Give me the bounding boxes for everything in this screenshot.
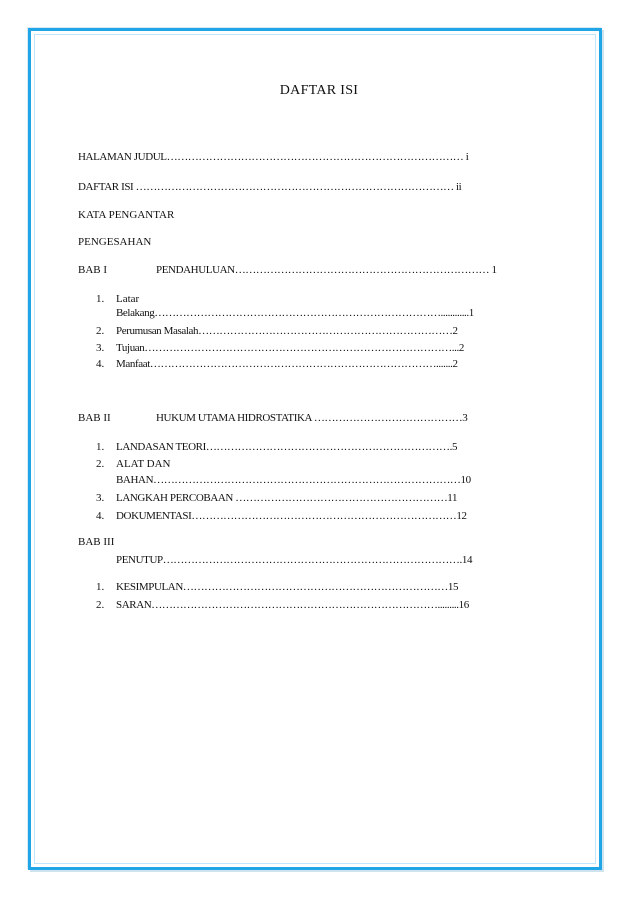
toc-bab2-item: LANDASAN TEORI…………………………………………………………….5 [116,441,458,453]
toc-bab3-label: BAB III [78,536,115,548]
toc-bab1-title: PENDAHULUAN……………………………………………………………… 1 [156,264,497,276]
toc-bab2-item: DOKUMENTASI…………………………………………………………………12 [116,510,467,522]
toc-bab1-item: Manfaat……………………………………………………………………….......2 [116,358,458,370]
toc-bab1-item-num: 2. [96,325,105,337]
toc-bab3-title: PENUTUP………………………………………………………………………….14 [116,554,473,566]
toc-halaman-judul: HALAMAN JUDUL………………………………………………………………………… i [78,151,469,163]
toc-bab2-item-num: 1. [96,441,105,453]
toc-bab1-item-num: 3. [96,342,105,354]
toc-bab3-item-num: 2. [96,599,105,611]
toc-bab2-item-num: 3. [96,492,105,504]
toc-bab2-item: LANGKAH PERCOBAAN ……………………………………………………11 [116,492,458,504]
toc-bab1-item-num: 4. [96,358,105,370]
toc-pengesahan: PENGESAHAN [78,236,152,248]
toc-kata-pengantar: KATA PENGANTAR [78,209,175,221]
toc-bab2-label: BAB II [78,412,111,424]
toc-bab2-title: HUKUM UTAMA HIDROSTATIKA ……………………………………3 [156,412,468,424]
toc-bab2-item: ALAT DAN [116,458,171,470]
toc-bab1-item-num: 1. [96,293,105,305]
toc-bab2-item-num: 2. [96,458,105,470]
toc-daftar-isi: DAFTAR ISI ……………………………………………………………………………… ii [78,181,462,193]
toc-bab1-item: Tujuan……………………………………………………………………………...2 [116,342,464,354]
toc-bab2-item: BAHAN……………………………………………………………………………10 [116,474,471,486]
toc-bab1-item: Perumusan Masalah………………………………………………………………2 [116,325,458,337]
toc-bab3-item: KESIMPULAN…………………………………………………………………15 [116,581,459,593]
toc-bab3-item: SARAN……………………………………………………………………….........16 [116,599,469,611]
toc-bab1-label: BAB I [78,264,108,276]
page-title: DAFTAR ISI [279,83,359,98]
toc-bab3-item-num: 1. [96,581,105,593]
toc-bab2-item-num: 4. [96,510,105,522]
toc-bab1-item: Latar [116,293,140,305]
toc-bab1-item: Belakang………………………………………………………………………............1 [116,307,474,319]
